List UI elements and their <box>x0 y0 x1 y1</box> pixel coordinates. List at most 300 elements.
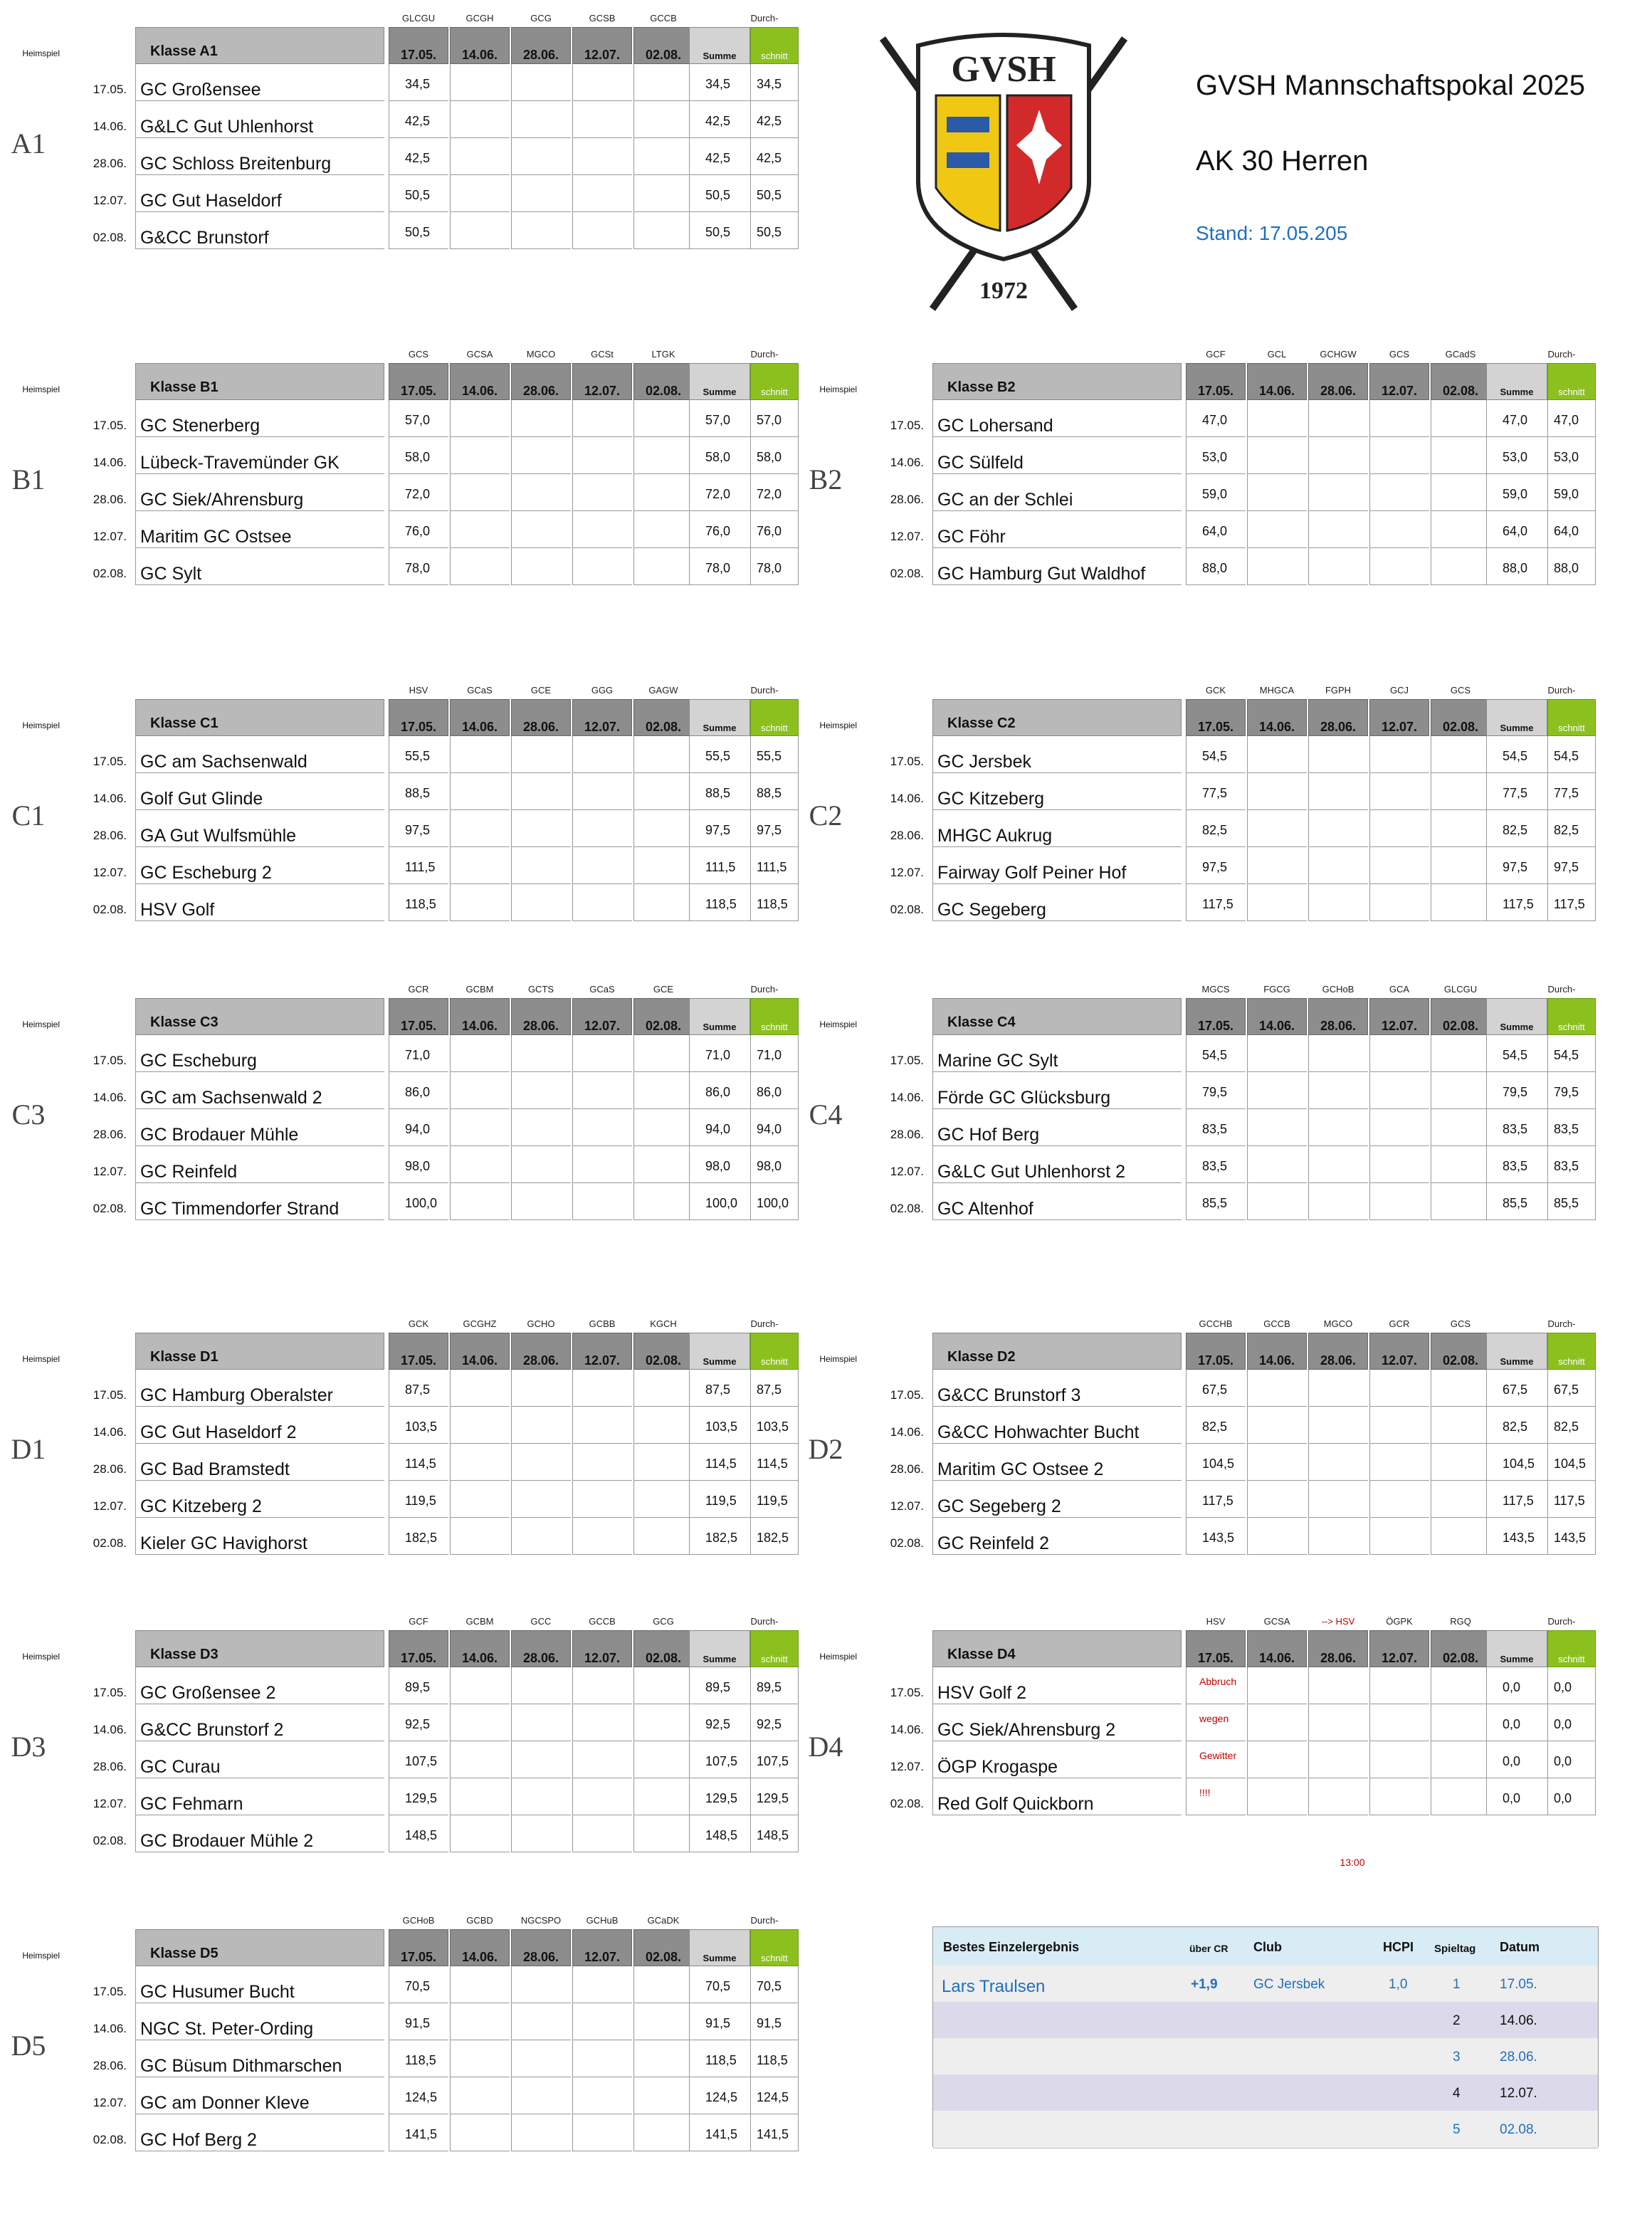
average-cell: 85,5 <box>1547 1183 1596 1220</box>
heimspiel-label: Heimspiel <box>819 720 857 730</box>
average-cell: 67,5 <box>1547 1370 1596 1407</box>
score-cell <box>450 511 510 548</box>
team-name: GC Sylt <box>135 548 384 585</box>
score-cell: 50,5 <box>389 175 448 212</box>
score-cell: 72,0 <box>389 474 448 511</box>
class-label: Klasse C2 <box>932 699 1182 736</box>
spieltag: 3 <box>1453 2050 1461 2065</box>
average-cell: 72,0 <box>750 474 799 511</box>
sum-cell: 47,0 <box>1486 400 1547 437</box>
score-cell <box>1247 548 1307 585</box>
score-cell <box>633 1966 693 2003</box>
score-cell <box>1431 1778 1490 1815</box>
score-cell: 124,5 <box>389 2077 448 2114</box>
team-name: Fairway Golf Peiner Hof <box>932 847 1182 884</box>
score-cell <box>572 773 632 810</box>
score-cell <box>633 400 693 437</box>
average-cell: 71,0 <box>750 1035 799 1072</box>
gvsh-logo <box>875 24 1132 323</box>
team-name: GC am Sachsenwald <box>135 736 384 773</box>
sum-cell: 0,0 <box>1486 1667 1547 1704</box>
team-name: GC Escheburg 2 <box>135 847 384 884</box>
average-cell: 100,0 <box>750 1183 799 1220</box>
sum-cell: 54,5 <box>1486 1035 1547 1072</box>
score-cell <box>1247 1183 1307 1220</box>
average-cell: 87,5 <box>750 1370 799 1407</box>
durch-label: Durch- <box>750 685 779 696</box>
score-cell <box>1308 1778 1368 1815</box>
team-name: GC Brodauer Mühle <box>135 1109 384 1146</box>
opponent-abbr: RGQ <box>1450 1616 1471 1627</box>
team-name: GC Gut Haseldorf <box>135 175 384 212</box>
home-date: 17.05. <box>890 755 924 768</box>
heimspiel-label: Heimspiel <box>22 1019 60 1029</box>
score-cell <box>1369 1481 1429 1518</box>
player-club: GC Jersbek <box>1253 1977 1325 1992</box>
opponent-abbr: GCHGW <box>1320 349 1357 360</box>
date-header: 14.06. <box>1247 1333 1307 1370</box>
team-name: GC Büsum Dithmarschen <box>135 2040 384 2077</box>
average-cell: 111,5 <box>750 847 799 884</box>
best-individual-table <box>932 1926 1599 2147</box>
spieltag-date: 12.07. <box>1500 2086 1537 2101</box>
page-title: GVSH Mannschaftspokal 2025 <box>1196 70 1585 101</box>
sum-cell: 83,5 <box>1486 1109 1547 1146</box>
date-header: 28.06. <box>1308 998 1368 1035</box>
class-header <box>0 1929 829 1966</box>
score-cell <box>633 437 693 474</box>
page-subtitle: AK 30 Herren <box>1196 145 1369 177</box>
average-cell: 98,0 <box>750 1146 799 1183</box>
spieltag-date: 14.06. <box>1500 2013 1537 2028</box>
average-cell: 118,5 <box>750 2040 799 2077</box>
date-header: 02.08. <box>633 998 693 1035</box>
date-header: 14.06. <box>450 363 510 400</box>
table-row <box>797 511 1626 548</box>
average-cell: 47,0 <box>1547 400 1596 437</box>
score-cell: 111,5 <box>389 847 448 884</box>
opponent-abbr: GCCB <box>1263 1318 1290 1329</box>
date-header: 12.07. <box>572 699 632 736</box>
opponent-abbr: GGG <box>591 685 614 696</box>
score-cell <box>1308 810 1368 847</box>
best-header-hcpi: HCPI <box>1383 1940 1414 1954</box>
date-header: 14.06. <box>450 998 510 1035</box>
opponent-abbr: GCG <box>653 1616 674 1627</box>
sum-cell: 53,0 <box>1486 437 1547 474</box>
table-row <box>0 736 829 773</box>
opponent-abbr: GCSB <box>589 13 616 23</box>
sum-cell: 76,0 <box>689 511 750 548</box>
score-cell <box>633 1741 693 1778</box>
sum-cell: 67,5 <box>1486 1370 1547 1407</box>
summe-header: Summe <box>1486 1630 1547 1667</box>
schnitt-header: schnitt <box>750 699 799 736</box>
table-row <box>0 1966 829 2003</box>
table-row <box>0 101 829 138</box>
summe-header: Summe <box>689 1929 750 1966</box>
average-cell: 82,5 <box>1547 810 1596 847</box>
class-block-c1 <box>0 685 829 984</box>
durch-label: Durch- <box>750 1318 779 1329</box>
average-cell: 97,5 <box>1547 847 1596 884</box>
table-row <box>0 474 829 511</box>
date-header: 02.08. <box>1431 699 1490 736</box>
score-cell <box>572 400 632 437</box>
score-cell <box>1369 810 1429 847</box>
sum-cell: 129,5 <box>689 1778 750 1815</box>
score-cell <box>450 810 510 847</box>
team-name: Marine GC Sylt <box>932 1035 1182 1072</box>
table-row <box>797 437 1626 474</box>
class-header <box>0 1630 829 1667</box>
date-header: 02.08. <box>1431 1630 1490 1667</box>
score-cell <box>572 1444 632 1481</box>
class-label: Klasse B2 <box>932 363 1182 400</box>
logo-year: 1972 <box>979 278 1028 304</box>
date-header: 28.06. <box>511 1630 571 1667</box>
table-row <box>0 2077 829 2114</box>
score-cell: 118,5 <box>389 2040 448 2077</box>
sum-cell: 77,5 <box>1486 773 1547 810</box>
date-header: 28.06. <box>1308 1333 1368 1370</box>
class-label: Klasse D4 <box>932 1630 1182 1667</box>
date-header: 02.08. <box>633 1630 693 1667</box>
score-cell <box>1308 1035 1368 1072</box>
score-cell <box>572 101 632 138</box>
score-cell <box>1369 1035 1429 1072</box>
average-cell: 70,5 <box>750 1966 799 2003</box>
summe-header: Summe <box>689 363 750 400</box>
durch-label: Durch- <box>1547 349 1576 360</box>
table-row <box>797 884 1626 921</box>
date-header: 17.05. <box>1186 998 1246 1035</box>
score-cell <box>1369 1444 1429 1481</box>
heimspiel-label: Heimspiel <box>22 1951 60 1961</box>
score-cell <box>572 1815 632 1852</box>
team-name: GC Curau <box>135 1741 384 1778</box>
score-cell <box>450 1667 510 1704</box>
sum-cell: 143,5 <box>1486 1518 1547 1555</box>
average-cell: 50,5 <box>750 175 799 212</box>
date-header: 02.08. <box>633 699 693 736</box>
average-cell: 77,5 <box>1547 773 1596 810</box>
team-name: GC Fehmarn <box>135 1778 384 1815</box>
home-date: 02.08. <box>93 1202 127 1215</box>
team-name: GA Gut Wulfsmühle <box>135 810 384 847</box>
score-cell <box>511 1072 571 1109</box>
group-code: D4 <box>808 1731 843 1763</box>
home-date: 14.06. <box>93 1723 127 1736</box>
team-name: GC Siek/Ahrensburg <box>135 474 384 511</box>
score-cell <box>511 1741 571 1778</box>
score-cell <box>1369 1407 1429 1444</box>
team-name: GC Escheburg <box>135 1035 384 1072</box>
team-name: GC Hof Berg <box>932 1109 1182 1146</box>
opponent-abbr: ÖGPK <box>1386 1616 1413 1627</box>
date-header: 12.07. <box>572 1630 632 1667</box>
summe-header: Summe <box>1486 363 1547 400</box>
opponent-abbr: GCHoB <box>1322 984 1354 995</box>
score-cell <box>511 1146 571 1183</box>
score-cell <box>511 212 571 249</box>
team-name: G&CC Hohwachter Bucht <box>932 1407 1182 1444</box>
table-row <box>797 1704 1626 1741</box>
table-row <box>0 1815 829 1852</box>
score-cell <box>1369 1741 1429 1778</box>
table-row <box>0 548 829 585</box>
score-cell <box>633 2003 693 2040</box>
table-row <box>0 511 829 548</box>
date-header: 28.06. <box>511 363 571 400</box>
date-header: 14.06. <box>450 1333 510 1370</box>
opponent-abbr: GAGW <box>648 685 678 696</box>
player-hcpi: 1,0 <box>1389 1977 1408 1992</box>
score-cell: 53,0 <box>1186 437 1246 474</box>
score-cell <box>633 736 693 773</box>
average-cell: 58,0 <box>750 437 799 474</box>
team-name: GC Hamburg Gut Waldhof <box>932 548 1182 585</box>
score-cell <box>1247 1778 1307 1815</box>
table-row <box>0 1741 829 1778</box>
score-cell <box>511 1966 571 2003</box>
home-date: 14.06. <box>93 1425 127 1439</box>
score-cell <box>572 511 632 548</box>
score-cell <box>572 1966 632 2003</box>
class-header <box>797 998 1626 1035</box>
sum-cell: 78,0 <box>689 548 750 585</box>
score-cell <box>633 138 693 175</box>
score-cell <box>511 1518 571 1555</box>
home-date: 02.08. <box>890 1202 924 1215</box>
class-label: Klasse D2 <box>932 1333 1182 1370</box>
score-cell: 83,5 <box>1186 1109 1246 1146</box>
schnitt-header: schnitt <box>750 1333 799 1370</box>
home-date: 12.07. <box>890 1760 924 1773</box>
score-cell <box>1431 1444 1490 1481</box>
home-date: 12.07. <box>93 1797 127 1810</box>
score-cell <box>1247 1518 1307 1555</box>
team-name: NGC St. Peter-Ording <box>135 2003 384 2040</box>
score-cell <box>1431 400 1490 437</box>
score-cell <box>572 847 632 884</box>
score-cell <box>633 548 693 585</box>
sum-cell: 117,5 <box>1486 884 1547 921</box>
score-cell <box>511 511 571 548</box>
home-date: 12.07. <box>93 1499 127 1513</box>
date-header: 02.08. <box>1431 998 1490 1035</box>
score-cell <box>450 1035 510 1072</box>
score-cell <box>633 1518 693 1555</box>
score-cell <box>511 2114 571 2151</box>
durch-label: Durch- <box>1547 1616 1576 1627</box>
score-cell <box>1247 810 1307 847</box>
score-cell <box>572 548 632 585</box>
score-cell <box>1369 736 1429 773</box>
table-row <box>0 1704 829 1741</box>
home-date: 28.06. <box>93 2059 127 2072</box>
date-header: 12.07. <box>1369 363 1429 400</box>
score-cell <box>1431 1667 1490 1704</box>
over-cr: +1,9 <box>1191 1977 1218 1992</box>
score-cell: 64,0 <box>1186 511 1246 548</box>
score-cell <box>1431 1704 1490 1741</box>
home-date: 17.05. <box>93 1686 127 1699</box>
sum-cell: 57,0 <box>689 400 750 437</box>
table-row <box>797 810 1626 847</box>
score-cell <box>511 474 571 511</box>
score-cell <box>572 2003 632 2040</box>
sum-cell: 88,5 <box>689 773 750 810</box>
opponent-abbr: GCE <box>530 685 552 696</box>
table-row <box>797 1109 1626 1146</box>
date-header: 12.07. <box>572 363 632 400</box>
sum-cell: 85,5 <box>1486 1183 1547 1220</box>
score-cell: 118,5 <box>389 884 448 921</box>
best-header-club: Club <box>1253 1940 1282 1954</box>
score-cell <box>511 1109 571 1146</box>
score-cell: 119,5 <box>389 1481 448 1518</box>
home-date: 14.06. <box>93 1091 127 1104</box>
home-date: 02.08. <box>93 231 127 244</box>
score-cell <box>633 1072 693 1109</box>
home-date: 12.07. <box>890 866 924 879</box>
home-date: 17.05. <box>93 83 127 96</box>
team-name: Kieler GC Havighorst <box>135 1518 384 1555</box>
average-cell: 0,0 <box>1547 1778 1596 1815</box>
date-header: 02.08. <box>1431 1333 1490 1370</box>
date-header: 17.05. <box>389 998 448 1035</box>
score-cell <box>572 2040 632 2077</box>
score-cell <box>1247 1704 1307 1741</box>
home-date: 14.06. <box>890 456 924 469</box>
home-date: 28.06. <box>890 1128 924 1141</box>
sum-cell: 124,5 <box>689 2077 750 2114</box>
score-cell <box>1431 1035 1490 1072</box>
player-name: Lars Traulsen <box>942 1977 1046 1996</box>
average-cell: 104,5 <box>1547 1444 1596 1481</box>
score-cell <box>511 2003 571 2040</box>
score-cell: Gewitter <box>1186 1741 1246 1778</box>
sum-cell: 88,0 <box>1486 548 1547 585</box>
score-cell: 107,5 <box>389 1741 448 1778</box>
home-date: 14.06. <box>93 120 127 133</box>
summe-header: Summe <box>1486 998 1547 1035</box>
score-cell <box>511 1183 571 1220</box>
sum-cell: 54,5 <box>1486 736 1547 773</box>
score-cell: 94,0 <box>389 1109 448 1146</box>
opponent-abbr: GCS <box>408 349 429 360</box>
durch-label: Durch- <box>750 13 779 23</box>
summe-header: Summe <box>689 1630 750 1667</box>
date-header: 12.07. <box>572 27 632 64</box>
score-cell <box>511 1444 571 1481</box>
score-cell <box>633 884 693 921</box>
table-row <box>0 2003 829 2040</box>
team-name: G&CC Brunstorf 2 <box>135 1704 384 1741</box>
table-row <box>797 1741 1626 1778</box>
class-header <box>797 363 1626 400</box>
score-cell <box>633 64 693 101</box>
score-cell <box>1431 773 1490 810</box>
score-cell <box>1369 1704 1429 1741</box>
team-name: MHGC Aukrug <box>932 810 1182 847</box>
average-cell: 88,0 <box>1547 548 1596 585</box>
spieltag: 2 <box>1453 2013 1461 2028</box>
score-cell <box>511 1667 571 1704</box>
home-date: 02.08. <box>93 903 127 916</box>
score-cell <box>633 2114 693 2151</box>
score-cell: 143,5 <box>1186 1518 1246 1555</box>
home-date: 17.05. <box>890 1054 924 1067</box>
date-header: 14.06. <box>1247 699 1307 736</box>
score-cell <box>633 1183 693 1220</box>
score-cell <box>1369 773 1429 810</box>
spieltag-date: 17.05. <box>1500 1977 1537 1992</box>
date-header: 28.06. <box>1308 1630 1368 1667</box>
score-cell <box>450 736 510 773</box>
logo-text: GVSH <box>951 49 1056 90</box>
average-cell: 148,5 <box>750 1815 799 1852</box>
team-name: Maritim GC Ostsee 2 <box>932 1444 1182 1481</box>
score-cell: 114,5 <box>389 1444 448 1481</box>
home-date: 17.05. <box>93 1985 127 1998</box>
score-cell <box>1308 1741 1368 1778</box>
sum-cell: 50,5 <box>689 212 750 249</box>
score-cell <box>450 1407 510 1444</box>
date-header: 12.07. <box>1369 998 1429 1035</box>
score-cell <box>572 1518 632 1555</box>
average-cell: 119,5 <box>750 1481 799 1518</box>
score-cell <box>1431 1072 1490 1109</box>
table-row <box>797 1778 1626 1815</box>
date-header: 28.06. <box>511 27 571 64</box>
sum-cell: 97,5 <box>689 810 750 847</box>
sum-cell: 55,5 <box>689 736 750 773</box>
score-cell <box>633 175 693 212</box>
opponent-abbr: GCF <box>409 1616 428 1627</box>
team-name: GC am Donner Kleve <box>135 2077 384 2114</box>
home-date: 02.08. <box>93 2133 127 2146</box>
score-cell <box>1308 1146 1368 1183</box>
class-block-d5 <box>0 1915 829 2214</box>
score-cell: 71,0 <box>389 1035 448 1072</box>
best-header-datum: Datum <box>1500 1940 1540 1954</box>
date-header: 14.06. <box>450 699 510 736</box>
opponent-abbr: GCS <box>1450 1318 1471 1329</box>
class-label: Klasse B1 <box>135 363 384 400</box>
score-cell <box>1247 1035 1307 1072</box>
home-date: 12.07. <box>93 2096 127 2109</box>
class-block-b2 <box>797 349 1626 648</box>
score-cell <box>1369 1146 1429 1183</box>
spieltag: 1 <box>1453 1977 1461 1992</box>
class-label: Klasse D5 <box>135 1929 384 1966</box>
opponent-abbr: FGCG <box>1263 984 1290 995</box>
team-name: G&CC Brunstorf <box>135 212 384 249</box>
table-row <box>0 1072 829 1109</box>
sum-cell: 34,5 <box>689 64 750 101</box>
score-cell <box>572 1778 632 1815</box>
score-cell: 34,5 <box>389 64 448 101</box>
heimspiel-label: Heimspiel <box>819 1354 857 1364</box>
opponent-abbr: GLCGU <box>1443 984 1478 995</box>
score-cell <box>633 1035 693 1072</box>
score-cell: 77,5 <box>1186 773 1246 810</box>
time-note: 13:00 <box>1340 1857 1365 1868</box>
date-header: 28.06. <box>511 1333 571 1370</box>
score-cell <box>450 1704 510 1741</box>
